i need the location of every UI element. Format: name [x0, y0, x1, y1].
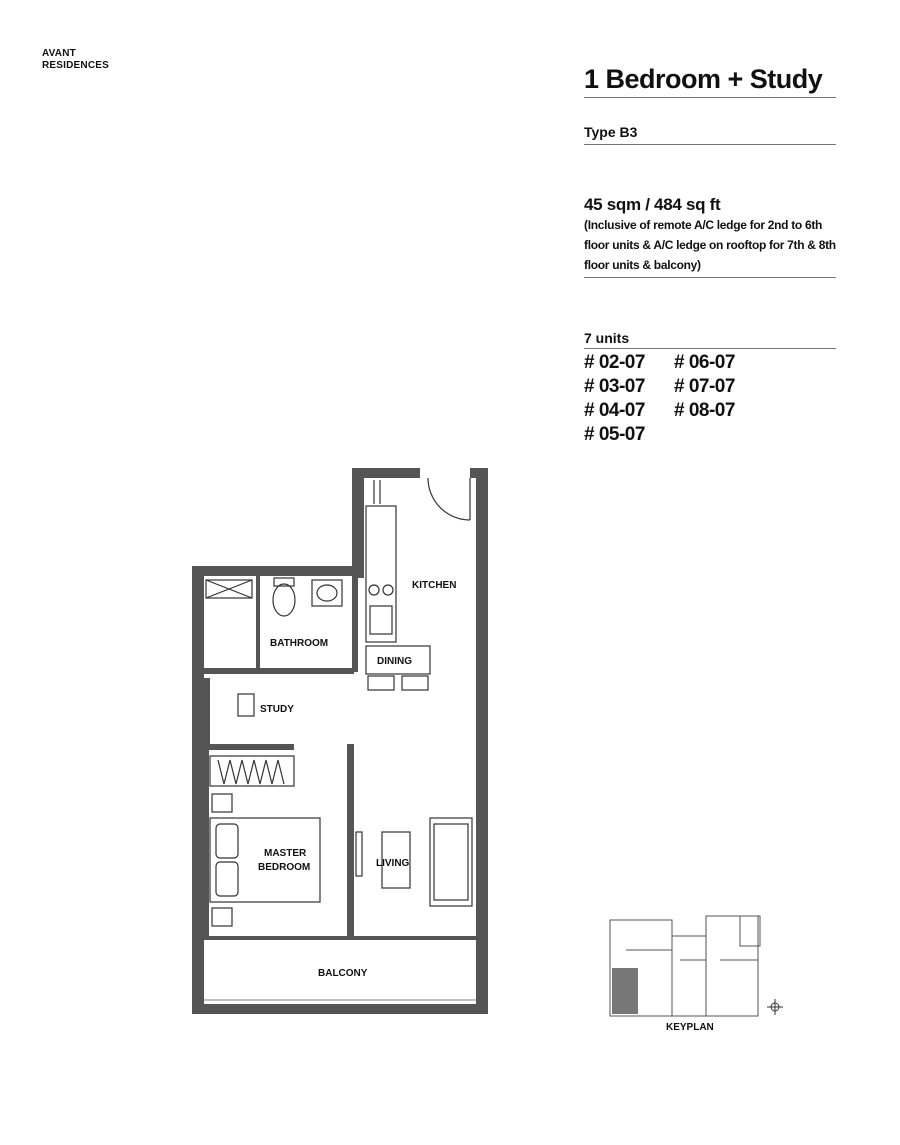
brand-line-1: AVANT: [42, 48, 76, 59]
entrance-door: [428, 478, 470, 520]
study-chair: [238, 694, 254, 716]
unit-type: Type B3: [584, 124, 836, 145]
unit-number: # 02-07: [584, 352, 645, 373]
units-count: 7 units: [584, 330, 836, 349]
bathroom-label: BATHROOM: [270, 638, 329, 649]
wardrobe: [210, 756, 294, 786]
bed: [210, 818, 320, 902]
keyplan: [610, 916, 783, 1033]
unit-area-note: (Inclusive of remote A/C ledge for 2nd to 6th floor units & A/C ledge on rooftop for 7th & 8th floor units & balcony): [584, 215, 836, 278]
master-bedroom-label-1: MASTER: [264, 848, 307, 859]
unit-number: # 03-07: [584, 376, 645, 397]
fixtures: [204, 478, 476, 1000]
toilet-icon: [273, 584, 295, 616]
keyplan-unit-highlight: [612, 968, 638, 1014]
dining-label: DINING: [377, 656, 412, 667]
keyplan-label: KEYPLAN: [666, 1022, 714, 1033]
unit-number: # 05-07: [584, 424, 645, 445]
kitchen-label: KITCHEN: [412, 580, 457, 591]
brand-line-2: RESIDENCES: [42, 60, 110, 71]
unit-number: # 06-07: [674, 352, 735, 373]
unit-number: # 04-07: [584, 400, 645, 421]
unit-number: # 07-07: [674, 376, 735, 397]
master-bedroom-label-2: BEDROOM: [258, 862, 311, 873]
balcony-label: BALCONY: [318, 968, 368, 979]
sofa: [430, 818, 472, 906]
unit-number: # 08-07: [674, 400, 735, 421]
tv-console: [356, 832, 362, 876]
walls: [192, 468, 488, 1014]
living-label: LIVING: [376, 858, 410, 869]
unit-title: 1 Bedroom + Study: [584, 64, 836, 98]
unit-area: 45 sqm / 484 sq ft: [584, 195, 721, 214]
study-label: STUDY: [260, 704, 294, 715]
